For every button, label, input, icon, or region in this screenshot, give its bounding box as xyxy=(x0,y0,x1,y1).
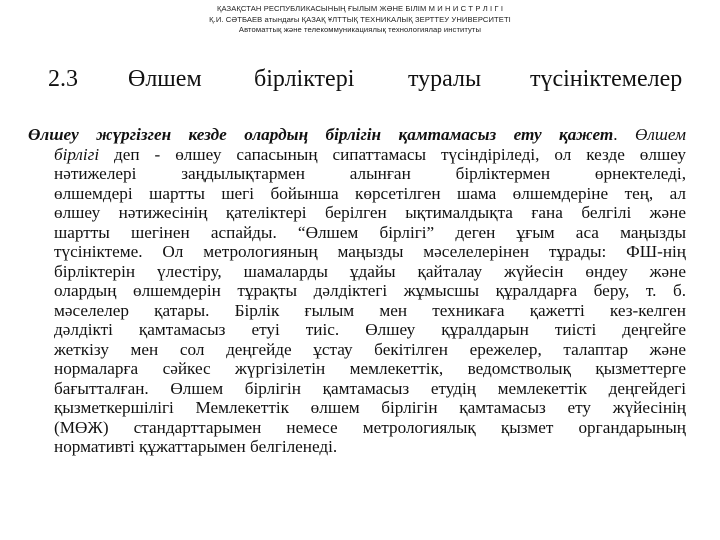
paragraph-line: шартты шегінен аспайды. “Өлшем бірлігі” деген ұғым аса маңызды xyxy=(54,222,686,242)
paragraph-line: олардың өлшемдерін тұрақты дәлдіктегі жұмысшы құралдарға беру, т. б. xyxy=(54,281,686,300)
paragraph-line: нормативті құжаттарымен белгіленеді. xyxy=(54,437,338,456)
paragraph-line: өлшемдері шартты шегі бойынша көрсетілген шама өлшемдеріне тең, ал xyxy=(54,183,686,203)
paragraph-line: қызметкершілігі Мемлекеттік өлшем бірлігін қамтамасыз ету жүйесінің xyxy=(54,398,686,417)
paragraph-line xyxy=(28,125,686,145)
heading-word-1: Өлшем xyxy=(128,66,202,92)
paragraph-line: (МӨЖ) стандарттарымен немесе метрологиялық қызмет органдарының xyxy=(54,417,686,437)
header-ministry-line: ҚАЗАҚСТАН РЕСПУБЛИКАСЫНЫҢ ҒЫЛЫМ ЖӘНЕ БІЛІМ М И Н И С Т Р Л І Г І xyxy=(216,4,504,13)
lead-phrase: Өлшеу жүргізген кезде олардың бірлігін қамтамасыз ету қажет xyxy=(28,125,614,144)
section-heading xyxy=(48,66,688,96)
line-text: деп - өлшеу сапасының сипаттамасы түсіндіріледі, ол кезде өлшеу xyxy=(99,144,686,164)
paragraph-line xyxy=(28,145,686,165)
section-number: 2.3 xyxy=(48,66,78,92)
heading-word-3: туралы xyxy=(408,66,482,92)
header-university-line: Қ.И. СӘТБАЕВ атындағы ҚАЗАҚ ҰЛТТЫҚ ТЕХНИКАЛЫҚ ЗЕРТТЕУ УНИВЕРСИТЕТІ xyxy=(209,14,511,24)
paragraph-line: нәтижелері заңдылықтармен алынған бірліктермен өрнектеледі, xyxy=(54,164,686,183)
paragraph-line: мәселелер қатары. Бірлік ғылым мен техникаға қажетті кез-келген xyxy=(54,300,686,320)
paragraph-line: түсініктеме. Ол метрологияның маңызды мәселелерінен тұрады: ФШ-нің xyxy=(54,242,686,261)
paragraph-line: өлшеу нәтижесінің қателіктері берілген ықтималдықта ғана белгілі және xyxy=(54,203,686,222)
paragraph-line: дәлдікті қамтамасыз етуі тиіс. Өлшеу құралдарын тиісті деңгейге xyxy=(54,320,686,339)
term-italic-continued: бірлігі xyxy=(54,144,100,164)
heading-word-2: бірліктері xyxy=(254,66,355,92)
paragraph-line: бағытталған. Өлшем бірлігін қамтамасыз етудің мемлекеттік деңгейдегі xyxy=(54,378,686,398)
lead-punctuation: . xyxy=(613,125,635,144)
term-italic: Өлшем xyxy=(634,125,687,144)
paragraph-line: жеткізу мен сол деңгейде ұстау бекітілген ережелер, талаптар және xyxy=(54,339,686,359)
body-paragraph xyxy=(28,125,686,457)
paragraph-line: бірліктерін үлестіру, шамаларды ұдайы қайталау жүйесін өндеу және xyxy=(54,261,686,281)
header-institute-line: Автоматтық және телекоммуникациялық технологиялар институты xyxy=(238,25,482,34)
paragraph-line: нормаларға сәйкес жүргізілетін мемлекеттік, ведомстволық қызметтерге xyxy=(54,359,686,378)
institution-header xyxy=(0,4,720,36)
heading-word-4: түсініктемелер xyxy=(530,66,683,92)
